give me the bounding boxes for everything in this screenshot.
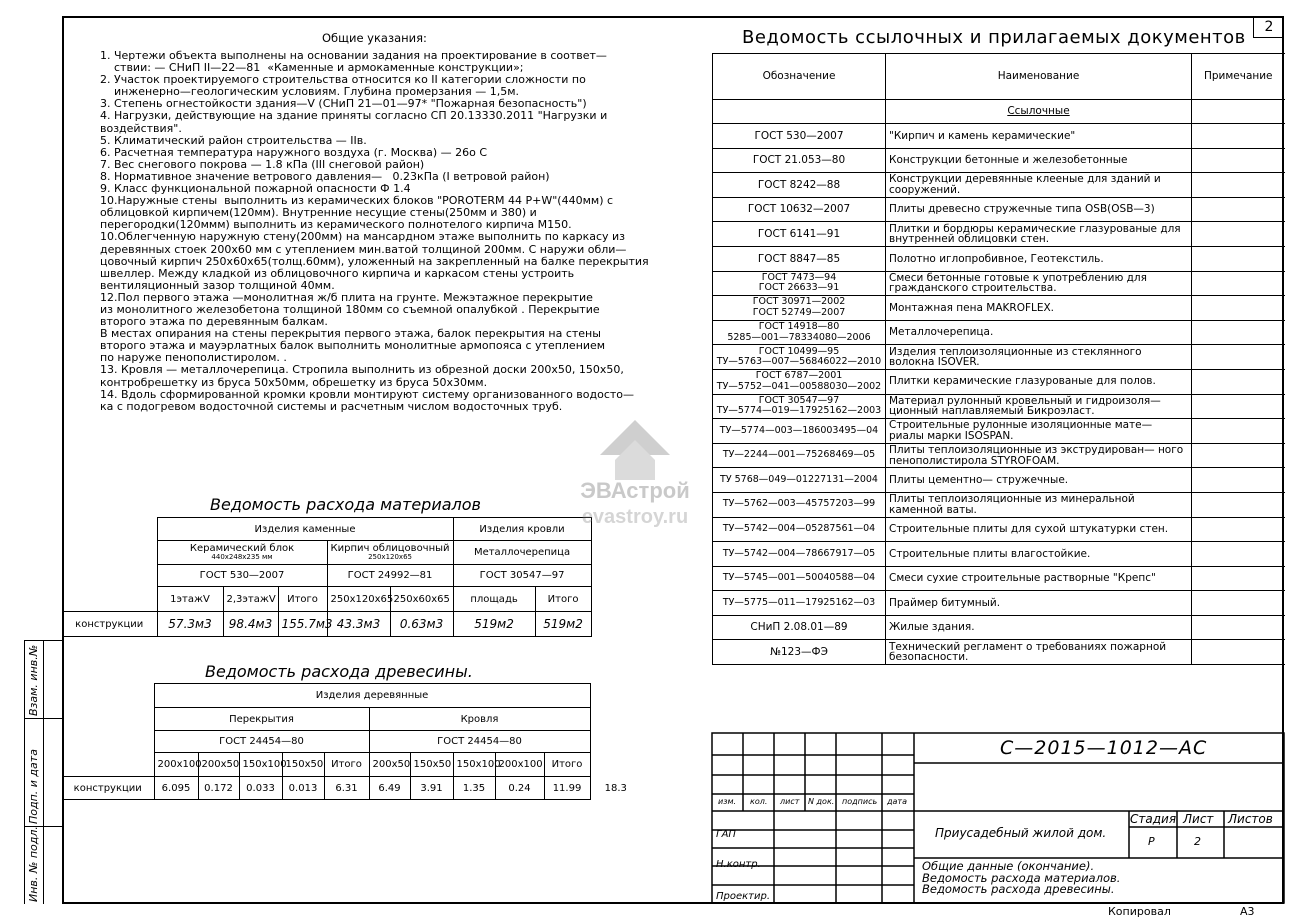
footer-copied: Копировал [1108,905,1171,918]
ref-note [1192,369,1285,394]
ref-note [1192,197,1285,222]
ref-row [713,640,1285,665]
wood-row-label: конструкции [62,777,154,800]
ref-row [713,148,1285,173]
ref-designation: ТУ 5768—049—01227131—2004 [713,468,886,493]
materials-value: 0.63м3 [390,612,453,637]
references-table [712,53,1285,665]
note-line: второго этажа и мауэрлатных балок выполнить монолитные армопояса с утеплением [100,339,606,353]
wood-value: 1.35 [453,777,495,800]
stage-value: Р [1148,835,1155,848]
ref-row [713,517,1285,542]
ref-designation: ГОСТ 6141—91 [713,222,886,247]
note-line: 10.Наружные стены выполнить из керамических блоков "POROTERM 44 P+W"(440мм) с [100,194,614,208]
side-inv-podl: Инв. № подл. [27,826,40,902]
wood-value: 3.91 [410,777,453,800]
ref-designation: ГОСТ 10499—95 ТУ—5763—007—56846022—2010 [713,345,886,370]
materials-table [62,517,592,637]
ref-note [1192,320,1285,345]
ref-designation: ТУ—5742—004—05287561—04 [713,517,886,542]
ref-row [713,492,1285,517]
hdr-data: дата [887,797,907,806]
ref-designation: ТУ—5775—011—17925162—03 [713,591,886,616]
materials-col-3: Итого [278,587,327,612]
wood-col: 200х50 [198,753,239,777]
ref-name: Смеси бетонные готовые к употреблению для гражданского строительства. [886,271,1192,296]
facing-brick-label: Кирпич облицовочный [330,542,450,554]
ref-name: Плиты теплоизоляционные из экструдирован— ного пенополистирола STYROFOAM. [886,443,1192,468]
side-vzam: Взам. инв.№ [27,644,40,716]
ref-row [713,443,1285,468]
facing-brick-header [327,541,453,565]
watermark-logo [560,385,710,530]
materials-col-1: 1этажV [157,587,223,612]
note-line: ка с подогревом водосточной системы и расчетным числом водосточных труб. [100,399,563,413]
ref-designation: ГОСТ 30547—97 ТУ—5774—019—17925162—2003 [713,394,886,419]
gost-brick: ГОСТ 24992—81 [327,565,453,587]
ref-note [1192,566,1285,591]
note-line: цовочный кирпич 250х60х65(толщ.60мм), уложенный на закрепленный на балке перекрытия [100,254,649,268]
ref-section [886,100,1192,124]
wood-value: 6.49 [369,777,410,800]
wood-roof: Кровля [369,708,590,731]
ref-designation: ГОСТ 10632—2007 [713,197,886,222]
wood-group: Изделия деревянные [154,684,590,708]
materials-title: Ведомость расхода материалов [210,495,481,514]
materials-col-5: 250х60х65 [390,587,453,612]
ref-name: Плиты теплоизоляционные из минеральной каменной ваты. [886,492,1192,517]
ref-name: Плиты цементно— стружечные. [886,468,1192,493]
wood-value: 11.99 [544,777,590,800]
wood-col: 150х50 [282,753,324,777]
ref-row [713,345,1285,370]
note-line: вентиляционный зазор толщиной 40мм. [100,278,335,292]
ref-name: Полотно иглопробивное, Геотекстиль. [886,246,1192,271]
wood-gost-floors: ГОСТ 24454—80 [154,731,369,753]
ceramic-block-header [157,541,327,565]
ref-name: Строительные рулонные изоляционные мате— риалы марки ISOSPAN. [886,419,1192,444]
materials-value: 519м2 [535,612,591,637]
ref-name: Конструкции деревянные клееные для зданий и сооружений. [886,173,1192,198]
ref-row [713,419,1285,444]
ref-designation: ТУ—5762—003—45757203—99 [713,492,886,517]
ref-note [1192,542,1285,567]
wood-col: 150х100 [239,753,282,777]
ref-row [713,566,1285,591]
wood-corner [62,684,154,777]
drawing-code: С—2015—1012—АС [1000,737,1208,759]
ref-row [713,394,1285,419]
materials-value: 57.3м3 [157,612,223,637]
ref-designation: ГОСТ 30971—2002 ГОСТ 52749—2007 [713,296,886,321]
ref-designation: ГОСТ 21.053—80 [713,148,886,173]
ref-note [1192,173,1285,198]
ref-note [1192,222,1285,247]
note-line: 2. Участок проектируемого строительства относится ко II категории сложности по [100,73,586,87]
materials-group-stone: Изделия каменные [157,518,453,541]
ref-designation: ГОСТ 8847—85 [713,246,886,271]
role-gap: ГАП [716,829,736,840]
ref-col-name: Наименование [886,54,1192,100]
ref-row [713,468,1285,493]
note-line: из монолитного железобетона толщиной 180мм со съемной опалубкой . Перекрытие [100,302,600,316]
general-notes [100,50,680,413]
wood-col: Итого [544,753,590,777]
ref-name: Плитки и бордюры керамические глазурованые для внутренней облицовки стен. [886,222,1192,247]
stage-label: Стадия [1130,812,1177,826]
ref-note [1192,492,1285,517]
ceramic-block-label: Керамический блок [189,542,295,554]
ref-note [1192,443,1285,468]
note-line: деревянных стоек 200х60 мм с утеплением мин.ватой толщиной 200мм. С наружи обли— [100,242,627,256]
materials-corner [62,518,157,612]
object-name: Приусадебный жилой дом. [935,826,1107,840]
sheet-contents: Общие данные (окончание). Ведомость расхода материалов. Ведомость расхода древесины. [922,859,1121,896]
ref-name: "Кирпич и камень керамические" [886,124,1192,149]
note-line: второго этажа по деревянным балкам. [100,315,328,329]
wood-value: 0.172 [198,777,239,800]
note-line: В местах опирания на стены перекрытия первого этажа, балок перекрытия на стены [100,327,601,341]
ceramic-block-size: 440х248х235 мм [211,552,273,561]
side-line [24,718,62,719]
ref-row [713,591,1285,616]
hdr-kol: кол. [750,797,768,806]
ref-section-des [713,100,886,124]
ref-designation: СНиП 2.08.01—89 [713,615,886,640]
hdr-ndok: N док. [808,797,835,806]
role-nkontr: Н.контр. [716,859,761,870]
ref-row [713,369,1285,394]
wood-table [62,683,641,800]
ref-designation: ТУ—5745—001—50040588—04 [713,566,886,591]
ref-note [1192,615,1285,640]
wood-value: 6.095 [154,777,198,800]
note-line: инженерно—геологическим условиям. Глубина промерзания — 1,5м. [100,85,519,99]
note-line: 12.Пол первого этажа —монолитная ж/б плита на грунте. Межэтажное перекрытие [100,290,593,304]
materials-value: 155.7м3 [278,612,327,637]
note-line: 4. Нагрузки, действующие на здание приняты согласно СП 20.13330.2011 "Нагрузки и [100,109,608,123]
ref-name: Строительные плиты влагостойкие. [886,542,1192,567]
ref-name: Плиты древесно стружечные типа OSB(OSB—3) [886,197,1192,222]
wood-gost-roof: ГОСТ 24454—80 [369,731,590,753]
note-line: 13. Кровля — металлочерепица. Стропила выполнить из обрезной доски 200х50, 150х50, [100,363,624,377]
materials-value: 98.4м3 [223,612,278,637]
ref-row [713,296,1285,321]
note-line: 7. Вес снегового покрова — 1.8 кПа (III снеговой район) [100,157,425,171]
ref-section-label: Ссылочные [1007,105,1070,118]
note-line: 6. Расчетная температура наружного воздуха (г. Москва) — 26о С [100,145,488,159]
ref-name: Изделия теплоизоляционные из стеклянного волокна ISOVER. [886,345,1192,370]
note-line: 10.Облегченную наружную стену(200мм) на мансардном этаже выполнить по каркасу из [100,230,626,244]
note-line: воздействия". [100,121,182,135]
wood-value: 6.31 [324,777,369,800]
sheet-label: Лист [1183,812,1214,826]
ref-name: Материал рулонный кровельный и гидроизоля— ционный наплавляемый Бикроэласт. [886,394,1192,419]
materials-value: 519м2 [453,612,535,637]
ref-note [1192,468,1285,493]
ref-note [1192,148,1285,173]
note-line: по наруже пенополистиролом. . [100,351,287,365]
ref-designation: ГОСТ 6787—2001 ТУ—5752—041—00588030—2002 [713,369,886,394]
ref-note [1192,640,1285,665]
sheets-label: Листов [1228,812,1273,826]
materials-col-6: площадь [453,587,535,612]
materials-row-label: конструкции [62,612,157,637]
ref-designation: ГОСТ 14918—80 5285—001—78334080—2006 [713,320,886,345]
note-line: 5. Климатический район строительства — IIв. [100,133,367,147]
note-line: 1. Чертежи объекта выполнены на основании задания на проектирование в соответ— [100,49,607,62]
note-line: контробрешетку из бруса 50х50мм, обрешетку из бруса 50х30мм. [100,375,488,389]
side-line [43,640,44,904]
note-line: 9. Класс функциональной пожарной опасности Ф 1.4 [100,182,411,196]
materials-col-4: 250х120х65 [327,587,390,612]
ref-name: Монтажная пена MAKROFLEX. [886,296,1192,321]
watermark-site: evastroy.ru [581,506,689,528]
note-line: 14. Вдоль сформированной кромки кровли монтируют систему организованного водосто— [100,387,635,401]
references-title: Ведомость ссылочных и прилагаемых документов [742,27,1246,48]
ref-designation: ГОСТ 530—2007 [713,124,886,149]
ref-name: Технический регламент о требованиях пожарной безопасности. [886,640,1192,665]
ref-row [713,124,1285,149]
facing-brick-size: 250х120х65 [368,552,412,561]
note-line: 8. Нормативное значение ветрового давления— 0.23кПа (I ветровой район) [100,169,550,183]
ref-designation: ТУ—5742—004—78667917—05 [713,542,886,567]
ref-name: Конструкции бетонные и железобетонные [886,148,1192,173]
role-proekt: Проектир. [716,891,771,902]
materials-col-7: Итого [535,587,591,612]
ref-row [713,222,1285,247]
hdr-izm: изм. [718,797,737,806]
ref-col-designation: Обозначение [713,54,886,100]
ref-row [713,197,1285,222]
note-line: перегородки(120ммм) выполнить из керамического полнотелого кирпича М150. [100,218,572,232]
ref-col-note: Примечание [1192,54,1285,100]
watermark-brand: ЭВАстрой [580,478,690,503]
side-line [24,640,25,904]
ref-note [1192,394,1285,419]
materials-value: 43.3м3 [327,612,390,637]
ref-name: Жилые здания. [886,615,1192,640]
ref-name: Плитки керамические глазурованые для полов. [886,369,1192,394]
gost-block: ГОСТ 530—2007 [157,565,327,587]
wood-col: 150х100 [453,753,495,777]
wood-col: 200х50 [369,753,410,777]
wood-total: 18.3 [590,777,641,800]
wood-col: 200х100 [154,753,198,777]
hdr-podpis: подпись [842,797,878,806]
note-line: облицовкой кирпичем(120мм). Внутренние несущие стены(250мм и 380) и [100,206,537,220]
ref-row [713,246,1285,271]
ref-note [1192,517,1285,542]
gost-tile: ГОСТ 30547—97 [453,565,591,587]
ref-note [1192,271,1285,296]
ref-row [713,173,1285,198]
ref-row [713,320,1285,345]
side-line [24,640,62,641]
wood-value: 0.033 [239,777,282,800]
footer-format: А3 [1240,905,1255,918]
ref-note [1192,591,1285,616]
wood-col: 200х100 [495,753,544,777]
side-stamp [24,640,62,904]
ref-designation: ТУ—5774—003—186003495—04 [713,419,886,444]
wood-value: 0.24 [495,777,544,800]
ref-note [1192,345,1285,370]
ref-name: Смеси сухие строительные растворные "Крепс" [886,566,1192,591]
ref-designation: №123—ФЭ [713,640,886,665]
note-line: 3. Степень огнестойкости здания—V (СНиП 21—01—97* "Пожарная безопасность") [100,97,587,111]
materials-col-2: 2,3этажV [223,587,278,612]
wood-total-header [590,684,641,777]
sheet-value: 2 [1194,835,1201,848]
ref-name: Праймер битумный. [886,591,1192,616]
ref-row [713,615,1285,640]
note-line: швеллер. Между кладкой из облицовочного кирпича и каркасом стены устроить [100,266,575,280]
ref-designation: ГОСТ 8242—88 [713,173,886,198]
wood-title: Ведомость расхода древесины. [205,662,473,681]
ref-name: Металлочерепица. [886,320,1192,345]
ref-section-note [1192,100,1285,124]
ref-note [1192,419,1285,444]
metal-tile-header: Металлочерепица [453,541,591,565]
hdr-list: лист [780,797,800,806]
wood-value: 0.013 [282,777,324,800]
sheet-number: 2 [1253,16,1284,38]
ref-designation: ГОСТ 7473—94 ГОСТ 26633—91 [713,271,886,296]
ref-name: Строительные плиты для сухой штукатурки стен. [886,517,1192,542]
wood-col: 150х50 [410,753,453,777]
note-line: ствии: — СНиП II—22—81 «Каменные и армокаменные конструкции»; [100,61,524,75]
ref-designation: ТУ—2244—001—75268469—05 [713,443,886,468]
side-podp-data: Подп. и дата [27,749,40,824]
ref-row [713,542,1285,567]
wood-col: Итого [324,753,369,777]
ref-note [1192,246,1285,271]
materials-group-roof: Изделия кровли [453,518,591,541]
ref-note [1192,124,1285,149]
general-notes-title: Общие указания: [322,31,427,45]
ref-row [713,271,1285,296]
ref-note [1192,296,1285,321]
wood-floors: Перекрытия [154,708,369,731]
